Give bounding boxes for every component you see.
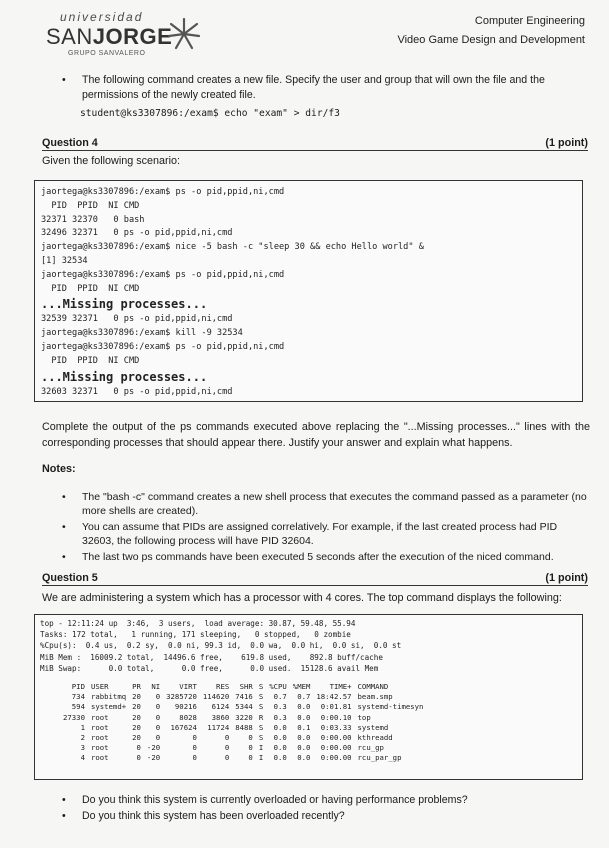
missing-processes-line: ...Missing processes... [41, 297, 208, 312]
question-5-scenario: We are administering a system which has a processor with 4 cores. The top command displays the following: [42, 592, 562, 604]
note-item: • You can assume that PIDs are assigned correlatively. For example, if the last created process had PID 32603, the following process will have PID 32604. [62, 520, 590, 549]
table-row: 1 root 20 0 167624 11724 8488 S 0.0 0.1 0:03.33 systemd [80, 722, 389, 732]
logo-star-icon [166, 16, 202, 52]
table-row: 3 root 0 -20 0 0 0 I 0.0 0.0 0:00.00 rcu_gp [80, 743, 384, 753]
question-5-points: (1 point) [545, 572, 588, 584]
col-s: S [258, 681, 264, 691]
question-5-heading [42, 572, 588, 586]
intro-bullet: • The following command creates a new file. Specify the user and group that will own the file and the permissions of the newly created file. [62, 73, 590, 102]
top-summary-line: top - 12:11:24 up 3:46, 3 users, load average: 30.87, 59.48, 55.94 [40, 619, 356, 628]
top-summary-line: MiB Swap: 0.0 total, 0.0 free, 0.0 used. 15128.6 avail Mem [40, 663, 379, 673]
col-pid: PID [71, 681, 85, 691]
department-line-2: Video Game Design and Development [397, 34, 585, 46]
notes-list [62, 490, 590, 565]
terminal-line: jaortega@ks3307896:/exam$ ps -o pid,ppid,ni,cmd [41, 187, 285, 197]
department-header [397, 12, 585, 50]
question-5-item: • Do you think this system has been overloaded recently? [62, 808, 590, 824]
terminal-line: jaortega@ks3307896:/exam$ nice -5 bash -c "sleep 30 && echo Hello world" & [41, 242, 424, 253]
process-table [60, 682, 426, 764]
table-row: 4 root 0 -20 0 0 0 I 0.0 0.0 0:00.00 rcu_par_gp [80, 753, 402, 763]
top-summary-line: %Cpu(s): 0.4 us, 0.2 sy, 0.0 ni, 99.3 id, 0.0 wa, 0.0 hi, 0.0 si, 0.0 st [40, 641, 402, 651]
terminal-line: PID PPID NI CMD [41, 200, 140, 211]
terminal-line: 32539 32371 0 ps -o pid,ppid,ni,cmd [41, 314, 233, 325]
university-logo [14, 8, 204, 60]
col-mem: %MEM [292, 681, 311, 691]
table-row: 594 systemd+ 20 0 90216 6124 5344 S 0.3 0.0 0:01.81 systemd-timesyn [71, 702, 424, 712]
intro-bullet-list [62, 73, 590, 102]
question-4-terminal [34, 180, 583, 402]
terminal-line: PID PPID NI CMD [41, 355, 140, 366]
intro-command: student@ks3307896:/exam$ echo "exam" > dir/f3 [80, 108, 340, 119]
col-virt: VIRT [179, 681, 197, 691]
top-output-terminal [34, 614, 583, 780]
department-line-1: Computer Engineering [474, 15, 585, 27]
question-4-heading [42, 137, 588, 151]
table-row: 27330 root 20 0 8028 3860 3220 R 0.3 0.0 0:00.10 top [63, 712, 371, 722]
terminal-line: jaortega@ks3307896:/exam$ ps -o pid,ppid,ni,cmd [41, 341, 285, 352]
terminal-line: jaortega@ks3307896:/exam$ ps -o pid,ppid,ni,cmd [41, 269, 285, 280]
logo-name: SANJORGE [46, 24, 173, 49]
logo-group-text: GRUPO SANVALERO [68, 50, 146, 57]
process-table-header [60, 682, 426, 692]
question-5-item: • Do you think this system is currently overloaded or having performance problems? [62, 792, 590, 808]
top-summary-line: Tasks: 172 total, 1 running, 171 sleeping, 0 stopped, 0 zombie [40, 630, 351, 640]
col-command: COMMAND [357, 681, 389, 691]
col-cpu: %CPU [269, 681, 287, 691]
question-5-list [62, 792, 590, 824]
col-user: USER [90, 681, 109, 691]
col-ni: NI [151, 681, 161, 691]
terminal-line: jaortega@ks3307896:/exam$ kill -9 32534 [41, 328, 243, 339]
table-row: 2 root 20 0 0 0 0 S 0.0 0.0 0:00.00 kthreadd [80, 732, 393, 742]
col-pr: PR [132, 681, 141, 691]
note-item: • The "bash -c" command creates a new shell process that executes the command passed as a parameter (no more shells are created). [62, 490, 590, 519]
missing-processes-line: ...Missing processes... [41, 369, 208, 384]
col-shr: SHR [239, 681, 253, 691]
col-time: TIME+ [329, 681, 352, 691]
terminal-line: [1] 32534 [41, 255, 88, 266]
note-item: • The last two ps commands have been executed 5 seconds after the execution of the niced command. [62, 550, 590, 564]
terminal-line: 32496 32371 0 ps -o pid,ppid,ni,cmd [41, 228, 233, 239]
question-4-points: (1 point) [545, 137, 588, 149]
notes-title: Notes: [42, 463, 76, 475]
logo-univ-text: universidad [60, 10, 144, 24]
table-row: 734 rabbitmq 20 0 3285720 114620 7416 S 0.7 0.7 18:42.57 beam.smp [71, 692, 393, 702]
col-res: RES [216, 681, 230, 691]
question-5-title: Question 5 [42, 572, 98, 584]
terminal-line: 32603 32371 0 ps -o pid,ppid,ni,cmd [41, 386, 233, 397]
question-4-title: Question 4 [42, 137, 98, 149]
terminal-line: PID PPID NI CMD [41, 283, 140, 294]
top-summary-line: MiB Mem : 16009.2 total, 14496.6 free, 619.8 used, 892.8 buff/cache [40, 652, 383, 662]
question-4-given: Given the following scenario: [42, 155, 181, 167]
terminal-line: 32371 32370 0 bash [41, 214, 145, 225]
question-4-instructions: Complete the output of the ps commands executed above replacing the "...Missing processes..." lines with the corresponding processes that should appear there. Justify your answer and explain what happens. [42, 421, 590, 449]
